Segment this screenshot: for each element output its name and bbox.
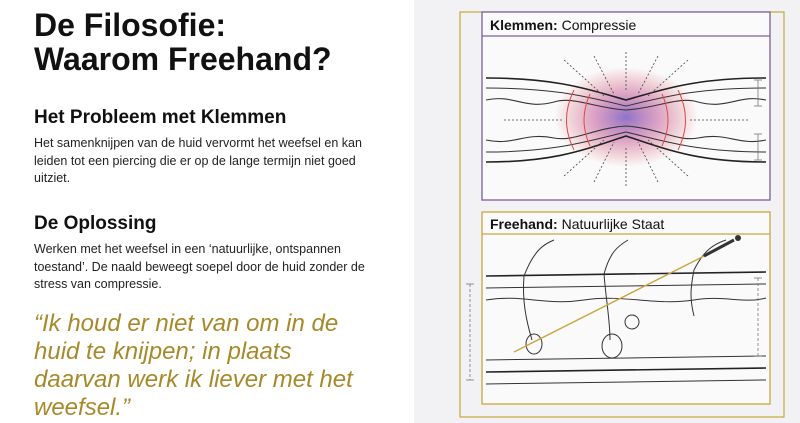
problem-text: Het samenknijpen van de huid vervormt het weefsel en kan leiden tot een piercing die er op de lange termijn niet goed uitziet. <box>34 136 362 185</box>
illustration-panel <box>414 0 800 423</box>
clamp-label: Klemmen: Compressie <box>490 17 637 33</box>
title-line-1: De Filosofie: <box>34 7 227 43</box>
page-title <box>34 8 404 76</box>
freehand-panel <box>466 212 770 404</box>
title-line-2: Waarom Freehand? <box>34 41 332 77</box>
problem-heading: Het Probleem met Klemmen <box>34 107 287 128</box>
quote-text: “Ik houd er niet van om in de huid te knijpen; in plaats daarvan werk ik liever met het weefsel.” <box>34 310 353 421</box>
freehand-label: Freehand: Natuurlijke Staat <box>490 216 665 232</box>
skin-diagram <box>414 0 800 423</box>
solution-text: Werken met het weefsel in een ‘natuurlijke, ontspannen toestand’. De naald beweegt soepel door de huid zonder de stress van compressie. <box>34 242 365 291</box>
solution-heading: De Oplossing <box>34 213 157 234</box>
text-column <box>34 7 404 421</box>
clamp-panel <box>482 12 770 200</box>
